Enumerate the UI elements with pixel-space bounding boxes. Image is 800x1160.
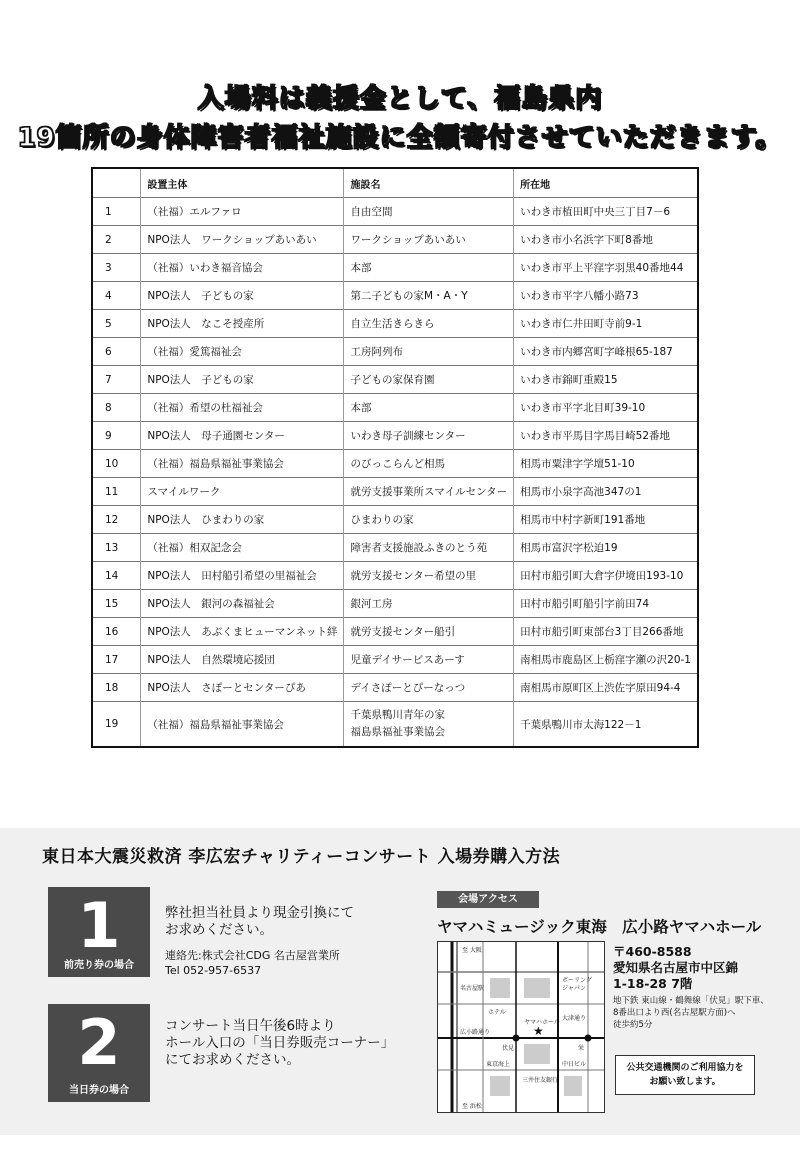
map-label-bank: 三井住友銀行: [522, 1077, 559, 1084]
venue-address: [613, 944, 738, 992]
facility-table: [91, 167, 699, 748]
map-block-4: [490, 1076, 510, 1096]
map-label-tokyo-kaijo: 東京海上: [486, 1061, 511, 1068]
facility-name: 就労支援事業所スマイルセンター: [344, 478, 514, 506]
venue-address-line-1: 愛知県名古屋市中区錦: [613, 960, 739, 975]
directions-line-2: 8番出口より西(名古屋駅方面)へ: [613, 1008, 736, 1018]
step-2-line-1: コンサート当日午後6時より: [165, 1018, 336, 1034]
table-row: [92, 226, 698, 254]
row-number: 1: [92, 198, 141, 226]
organization: （社福）相双記念会: [141, 534, 344, 562]
row-number: 7: [92, 366, 141, 394]
row-number: 15: [92, 590, 141, 618]
row-number: 11: [92, 478, 141, 506]
venue-address-line-2: 1-18-28 7階: [613, 976, 693, 991]
step-2-instructions: [165, 1018, 394, 1069]
step-1-contact: [165, 948, 340, 978]
access-map: [437, 941, 605, 1113]
address: 田村市船引町東部台3丁目266番地: [514, 618, 698, 646]
headline-line-2: 19箇所の身体障害者福祉施設に全額寄付させていただきます。: [17, 123, 783, 153]
facility-name: 第二子どもの家M・A・Y: [344, 282, 514, 310]
address: いわき市仁井田町寺前9-1: [514, 310, 698, 338]
table-row: [92, 506, 698, 534]
facility-name: ワークショップあいあい: [344, 226, 514, 254]
step-2-line-2: ホール入口の「当日券販売コーナー」: [165, 1035, 395, 1051]
step-1-instructions: [165, 905, 354, 939]
step-2-line-3: にてお求めください。: [165, 1052, 300, 1068]
row-number: 12: [92, 506, 141, 534]
step-1-badge: [48, 887, 150, 977]
transit-note: [615, 1055, 755, 1095]
row-number: 19: [92, 702, 141, 748]
organization: （社福）エルファロ: [141, 198, 344, 226]
table-row: [92, 282, 698, 310]
facility-name: 児童デイサービスあーす: [344, 646, 514, 674]
address: 田村市船引町大倉字伊境田193-10: [514, 562, 698, 590]
row-number: 2: [92, 226, 141, 254]
facility-name: デイさぽーとぴーなっつ: [344, 674, 514, 702]
map-station-sakae-icon: [585, 1035, 592, 1042]
address: 南相馬市鹿島区上栃窪字瀬の沢20-1: [514, 646, 698, 674]
organization: NPO法人 子どもの家: [141, 282, 344, 310]
venue-name: ヤマハミュージック東海 広小路ヤマハホール: [437, 918, 762, 936]
contact-phone: Tel 052-957-6537: [165, 964, 262, 977]
directions-line-1: 地下鉄 東山線・鶴舞線「伏見」駅下車、: [613, 996, 769, 1006]
map-drawing: [438, 942, 604, 1112]
address: 田村市船引町船引字前田74: [514, 590, 698, 618]
headline-line-1: 入場料は義援金として、福島県内: [197, 84, 603, 114]
map-block-5: [564, 1076, 582, 1096]
table-row: [92, 450, 698, 478]
venue-postal: 〒460-8588: [613, 944, 692, 959]
organization: （社福）希望の杜福祉会: [141, 394, 344, 422]
step-1-line-2: お求めください。: [165, 922, 273, 938]
facility-name: 就労支援センター船引: [344, 618, 514, 646]
map-label-bowling: ボーリング: [562, 977, 592, 984]
table-row: [92, 310, 698, 338]
map-label-north: 至 大阪: [462, 947, 482, 954]
organization: NPO法人 あぶくまヒューマンネット絆: [141, 618, 344, 646]
map-label-mainichi: 中日ビル: [562, 1061, 587, 1068]
table-body: [92, 198, 698, 748]
table-row: [92, 674, 698, 702]
table-row: [92, 702, 698, 748]
row-number: 13: [92, 534, 141, 562]
map-label-sakae: 栄: [578, 1045, 585, 1052]
organization: （社福）いわき福音協会: [141, 254, 344, 282]
address: いわき市錦町重殿15: [514, 366, 698, 394]
address: 相馬市中村字新町191番地: [514, 506, 698, 534]
map-venue-star-icon: ★: [533, 1024, 544, 1038]
organization: （社福）福島県福祉事業協会: [141, 450, 344, 478]
facility-name: 本部: [344, 394, 514, 422]
row-number: 4: [92, 282, 141, 310]
table-row: [92, 534, 698, 562]
facility-name: 障害者支援施設ふきのとう苑: [344, 534, 514, 562]
venue-directions: [613, 995, 769, 1031]
facility-name: 自由空間: [344, 198, 514, 226]
map-block-2: [524, 978, 550, 998]
map-label-japan: ジャパン: [562, 985, 586, 992]
organization: NPO法人 銀河の森福祉会: [141, 590, 344, 618]
address: いわき市平字八幡小路73: [514, 282, 698, 310]
table-row: [92, 366, 698, 394]
row-number: 8: [92, 394, 141, 422]
header-num: [92, 168, 141, 198]
address: いわき市平馬目字馬目崎52番地: [514, 422, 698, 450]
map-station-fushimi-icon: [513, 1035, 520, 1042]
table-header-row: [92, 168, 698, 198]
address: 相馬市富沢字松迫19: [514, 534, 698, 562]
facility-name: ひまわりの家: [344, 506, 514, 534]
table-row: [92, 590, 698, 618]
row-number: 10: [92, 450, 141, 478]
row-number: 18: [92, 674, 141, 702]
table-row: [92, 198, 698, 226]
facility-name: 自立生活きらきら: [344, 310, 514, 338]
map-block-1: [490, 978, 510, 998]
table-row: [92, 254, 698, 282]
organization: NPO法人 さぽーとセンターぴあ: [141, 674, 344, 702]
organization: NPO法人 なこそ授産所: [141, 310, 344, 338]
address: 南相馬市原町区上渋佐字原田94-4: [514, 674, 698, 702]
header-facility: 施設名: [344, 168, 514, 198]
row-number: 17: [92, 646, 141, 674]
step-1-digit: 1: [77, 889, 121, 962]
step-2-digit: 2: [77, 1006, 121, 1079]
map-label-hotel: ホテル: [488, 1009, 506, 1016]
header-organization: 設置主体: [141, 168, 344, 198]
step-1-line-1: 弊社担当社員より現金引換にて: [165, 905, 354, 921]
row-number: 5: [92, 310, 141, 338]
address: 千葉県鴨川市太海122－1: [514, 702, 698, 748]
facility-name: 就労支援センター希望の里: [344, 562, 514, 590]
organization: NPO法人 母子通園センター: [141, 422, 344, 450]
facility-name: 銀河工房: [344, 590, 514, 618]
facility-name: [344, 702, 514, 748]
transit-note-line-1: 公共交通機関のご利用協力を: [626, 1063, 744, 1073]
row-number: 14: [92, 562, 141, 590]
address: いわき市小名浜字下町8番地: [514, 226, 698, 254]
address: 相馬市粟津字学壇51-10: [514, 450, 698, 478]
facility-name: いわき母子訓練センター: [344, 422, 514, 450]
row-number: 3: [92, 254, 141, 282]
address: いわき市内郷宮町字峰根65-187: [514, 338, 698, 366]
row-number: 9: [92, 422, 141, 450]
row-number: 16: [92, 618, 141, 646]
organization: NPO法人 ひまわりの家: [141, 506, 344, 534]
table-row: [92, 478, 698, 506]
map-label-hirokoji: 広小路通り: [460, 1029, 491, 1036]
address: いわき市平上平窪字羽黒40番地44: [514, 254, 698, 282]
map-label-venue: ヤマハホール: [524, 1019, 560, 1026]
organization: スマイルワーク: [141, 478, 344, 506]
table-row: [92, 618, 698, 646]
table-row: [92, 394, 698, 422]
organization: NPO法人 ワークショップあいあい: [141, 226, 344, 254]
table-row: [92, 338, 698, 366]
map-label-ohtsu: 大津通り: [562, 1015, 587, 1022]
organization: NPO法人 自然環境応援団: [141, 646, 344, 674]
organization: NPO法人 子どもの家: [141, 366, 344, 394]
header-address: 所在地: [514, 168, 698, 198]
address: 相馬市小泉字高池347の1: [514, 478, 698, 506]
purchase-section-title: 東日本大震災救済 李広宏チャリティーコンサート 入場券購入方法: [42, 847, 561, 867]
step-2-badge: [48, 1004, 150, 1102]
map-label-south: 至 浜松: [462, 1103, 482, 1110]
organization: （社福）福島県福祉事業協会: [141, 702, 344, 748]
map-label-fushimi: 伏見: [502, 1045, 515, 1052]
map-label-station: 名古屋駅: [460, 985, 485, 992]
facility-name: 本部: [344, 254, 514, 282]
directions-line-3: 徒歩約5分: [613, 1020, 653, 1030]
facility-name: 工房阿列布: [344, 338, 514, 366]
facility-name-line: 千葉県鴨川青年の家: [350, 709, 445, 721]
address: いわき市平字北目町39-10: [514, 394, 698, 422]
transit-note-line-2: お願い致します。: [649, 1077, 721, 1087]
step-1-caption: 前売り券の場合: [64, 960, 134, 971]
table-row: [92, 562, 698, 590]
access-tag: 会場アクセス: [437, 891, 539, 908]
facility-name: のびっこらんど相馬: [344, 450, 514, 478]
step-2-caption: 当日券の場合: [69, 1085, 129, 1096]
organization: （社福）愛篤福祉会: [141, 338, 344, 366]
address: いわき市植田町中央三丁目7－6: [514, 198, 698, 226]
contact-company: 連絡先:株式会社CDG 名古屋営業所: [165, 949, 340, 962]
table-row: [92, 646, 698, 674]
facility-name-line: 福島県福祉事業協会: [350, 726, 445, 738]
facility-name: 子どもの家保育園: [344, 366, 514, 394]
organization: NPO法人 田村船引希望の里福祉会: [141, 562, 344, 590]
table-row: [92, 422, 698, 450]
map-block-3: [524, 1044, 550, 1064]
row-number: 6: [92, 338, 141, 366]
